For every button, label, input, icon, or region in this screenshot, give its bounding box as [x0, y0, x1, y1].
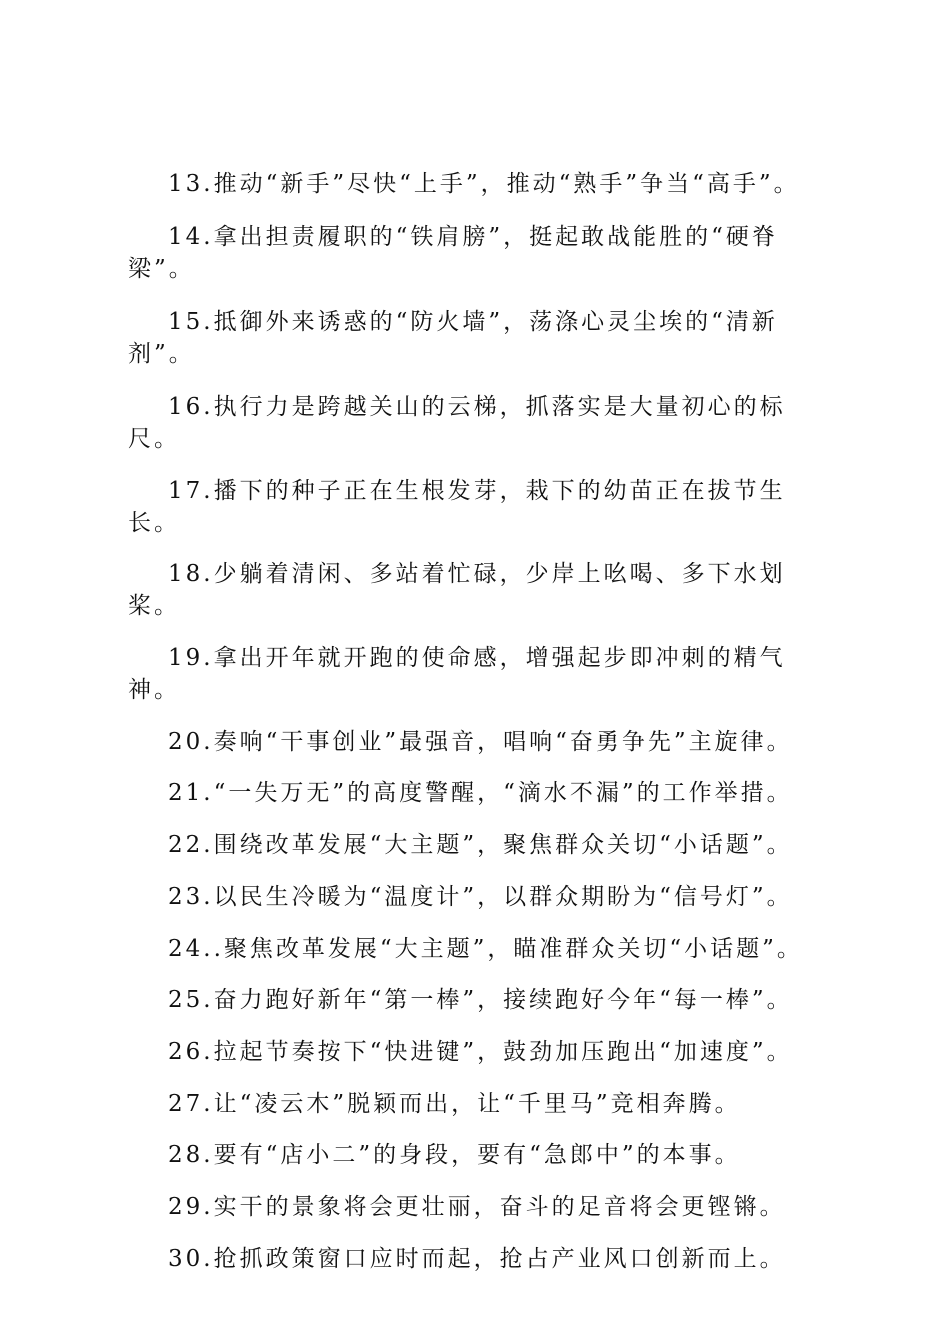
list-item: 22.围绕改革发展“大主题”，聚焦群众关切“小话题”。: [168, 832, 793, 859]
list-item: 24..聚焦改革发展“大主题”，瞄准群众关切“小话题”。: [168, 935, 803, 962]
list-item: 17.播下的种子正在生根发芽，栽下的幼苗正在拔节生长。: [128, 477, 786, 536]
list-item: 16.执行力是跨越关山的云梯，抓落实是大量初心的标尺。: [128, 394, 786, 452]
list-item: 14.拿出担责履职的“铁肩膀”，挺起敢战能胜的“硬脊梁”。: [128, 224, 778, 282]
list-item: 26.拉起节奏按下“快进键”，鼓劲加压跑出“加速度”。: [168, 1038, 793, 1065]
list-item: 23.以民生冷暖为“温度计”，以群众期盼为“信号灯”。: [168, 883, 793, 910]
list-item: 20.奏响“干事创业”最强音，唱响“奋勇争先”主旋律。: [168, 728, 793, 755]
list-item: 30.抢抓政策窗口应时而起，抢占产业风口创新而上。: [168, 1245, 786, 1272]
list-item: 18.少躺着清闲、多站着忙碌，少岸上吆喝、多下水划桨。: [128, 561, 786, 620]
list-item: 25.奋力跑好新年“第一棒”，接续跑好今年“每一棒”。: [168, 987, 793, 1014]
list-item: 19.拿出开年就开跑的使命感，增强起步即冲刺的精气神。: [128, 645, 786, 704]
list-item: 27.让“凌云木”脱颖而出，让“千里马”竞相奔腾。: [168, 1090, 741, 1117]
list-item: 15.抵御外来诱惑的“防火墙”，荡涤心灵尘埃的“清新剂”。: [128, 309, 778, 367]
list-item: 29.实干的景象将会更壮丽，奋斗的足音将会更铿锵。: [168, 1193, 786, 1220]
list-item: 28.要有“店小二”的身段，要有“急郎中”的本事。: [168, 1142, 741, 1169]
phrase-list: [128, 168, 830, 1294]
list-item: 13.推动“新手”尽快“上手”，推动“熟手”争当“高手”。: [168, 171, 800, 197]
list-item: 21.“一失万无”的高度警醒，“滴水不漏”的工作举措。: [168, 780, 793, 807]
